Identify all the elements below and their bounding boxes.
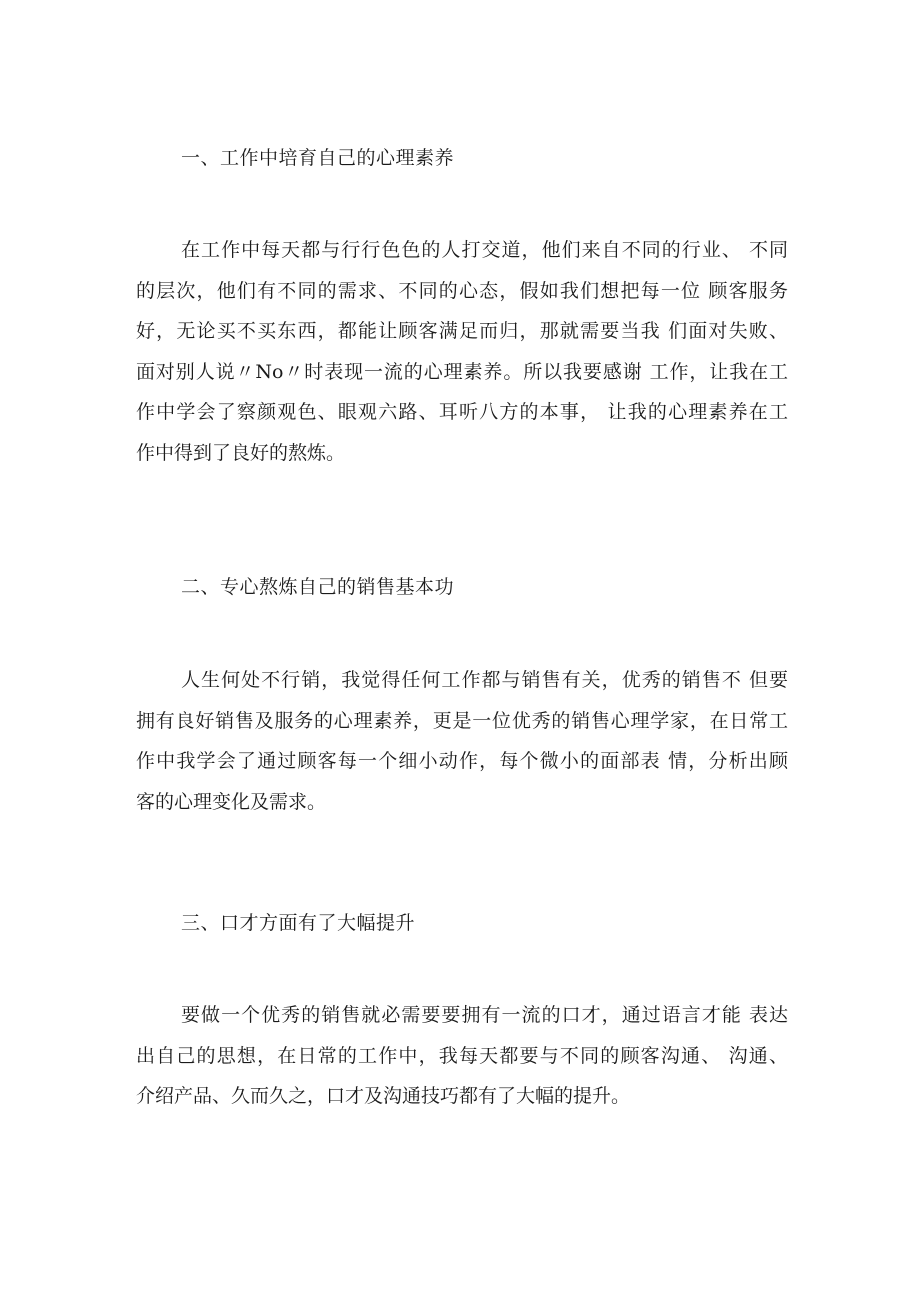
section-heading-1: 一、工作中培育自己的心理素养	[181, 147, 455, 169]
paragraph-line: 要做一个优秀的销售就必需要要拥有一流的口才，通过语言才能 表达	[181, 1004, 788, 1026]
paragraph-line: 客的心理变化及需求。	[136, 790, 327, 813]
paragraph-line: 的层次，他们有不同的需求、不同的心态，假如我们想把每一位 顾客服务	[136, 279, 788, 302]
section-heading-2: 二、专心熬炼自己的销售基本功	[181, 576, 455, 598]
paragraph-line: 好，无论买不买东西，都能让顾客满足而归，那就需要当我 们面对失败、	[136, 320, 788, 342]
section-paragraph-2	[136, 660, 788, 822]
section-heading-3: 三、口才方面有了大幅提升	[181, 912, 416, 934]
paragraph-line: 作中学会了察颜观色、眼观六路、耳听八方的本事， 让我的心理素养在工	[136, 401, 788, 423]
paragraph-line: 出自己的思想，在日常的工作中，我每天都要与不同的顾客沟通、 沟通、	[136, 1044, 788, 1067]
paragraph-line: 面对别人说〃No〃时表现一流的心理素养。所以我要感谢 工作，让我在工	[136, 360, 788, 383]
paragraph-line: 作中得到了良好的熬炼。	[136, 441, 346, 464]
paragraph-line: 介绍产品、久而久之，口才及沟通技巧都有了大幅的提升。	[136, 1085, 631, 1107]
paragraph-line: 在工作中每天都与行行色色的人打交道，他们来自不同的行业、 不同	[181, 239, 788, 261]
paragraph-line: 人生何处不行销，我觉得任何工作都与销售有关，优秀的销售不 但要	[181, 669, 788, 691]
section-paragraph-1	[136, 230, 788, 473]
section-paragraph-3	[136, 995, 788, 1117]
paragraph-line: 拥有良好销售及服务的心理素养，更是一位优秀的销售心理学家，在日常工	[136, 709, 788, 732]
paragraph-line: 作中我学会了通过顾客每一个细小动作，每个微小的面部表 情，分析出顾	[136, 750, 788, 772]
